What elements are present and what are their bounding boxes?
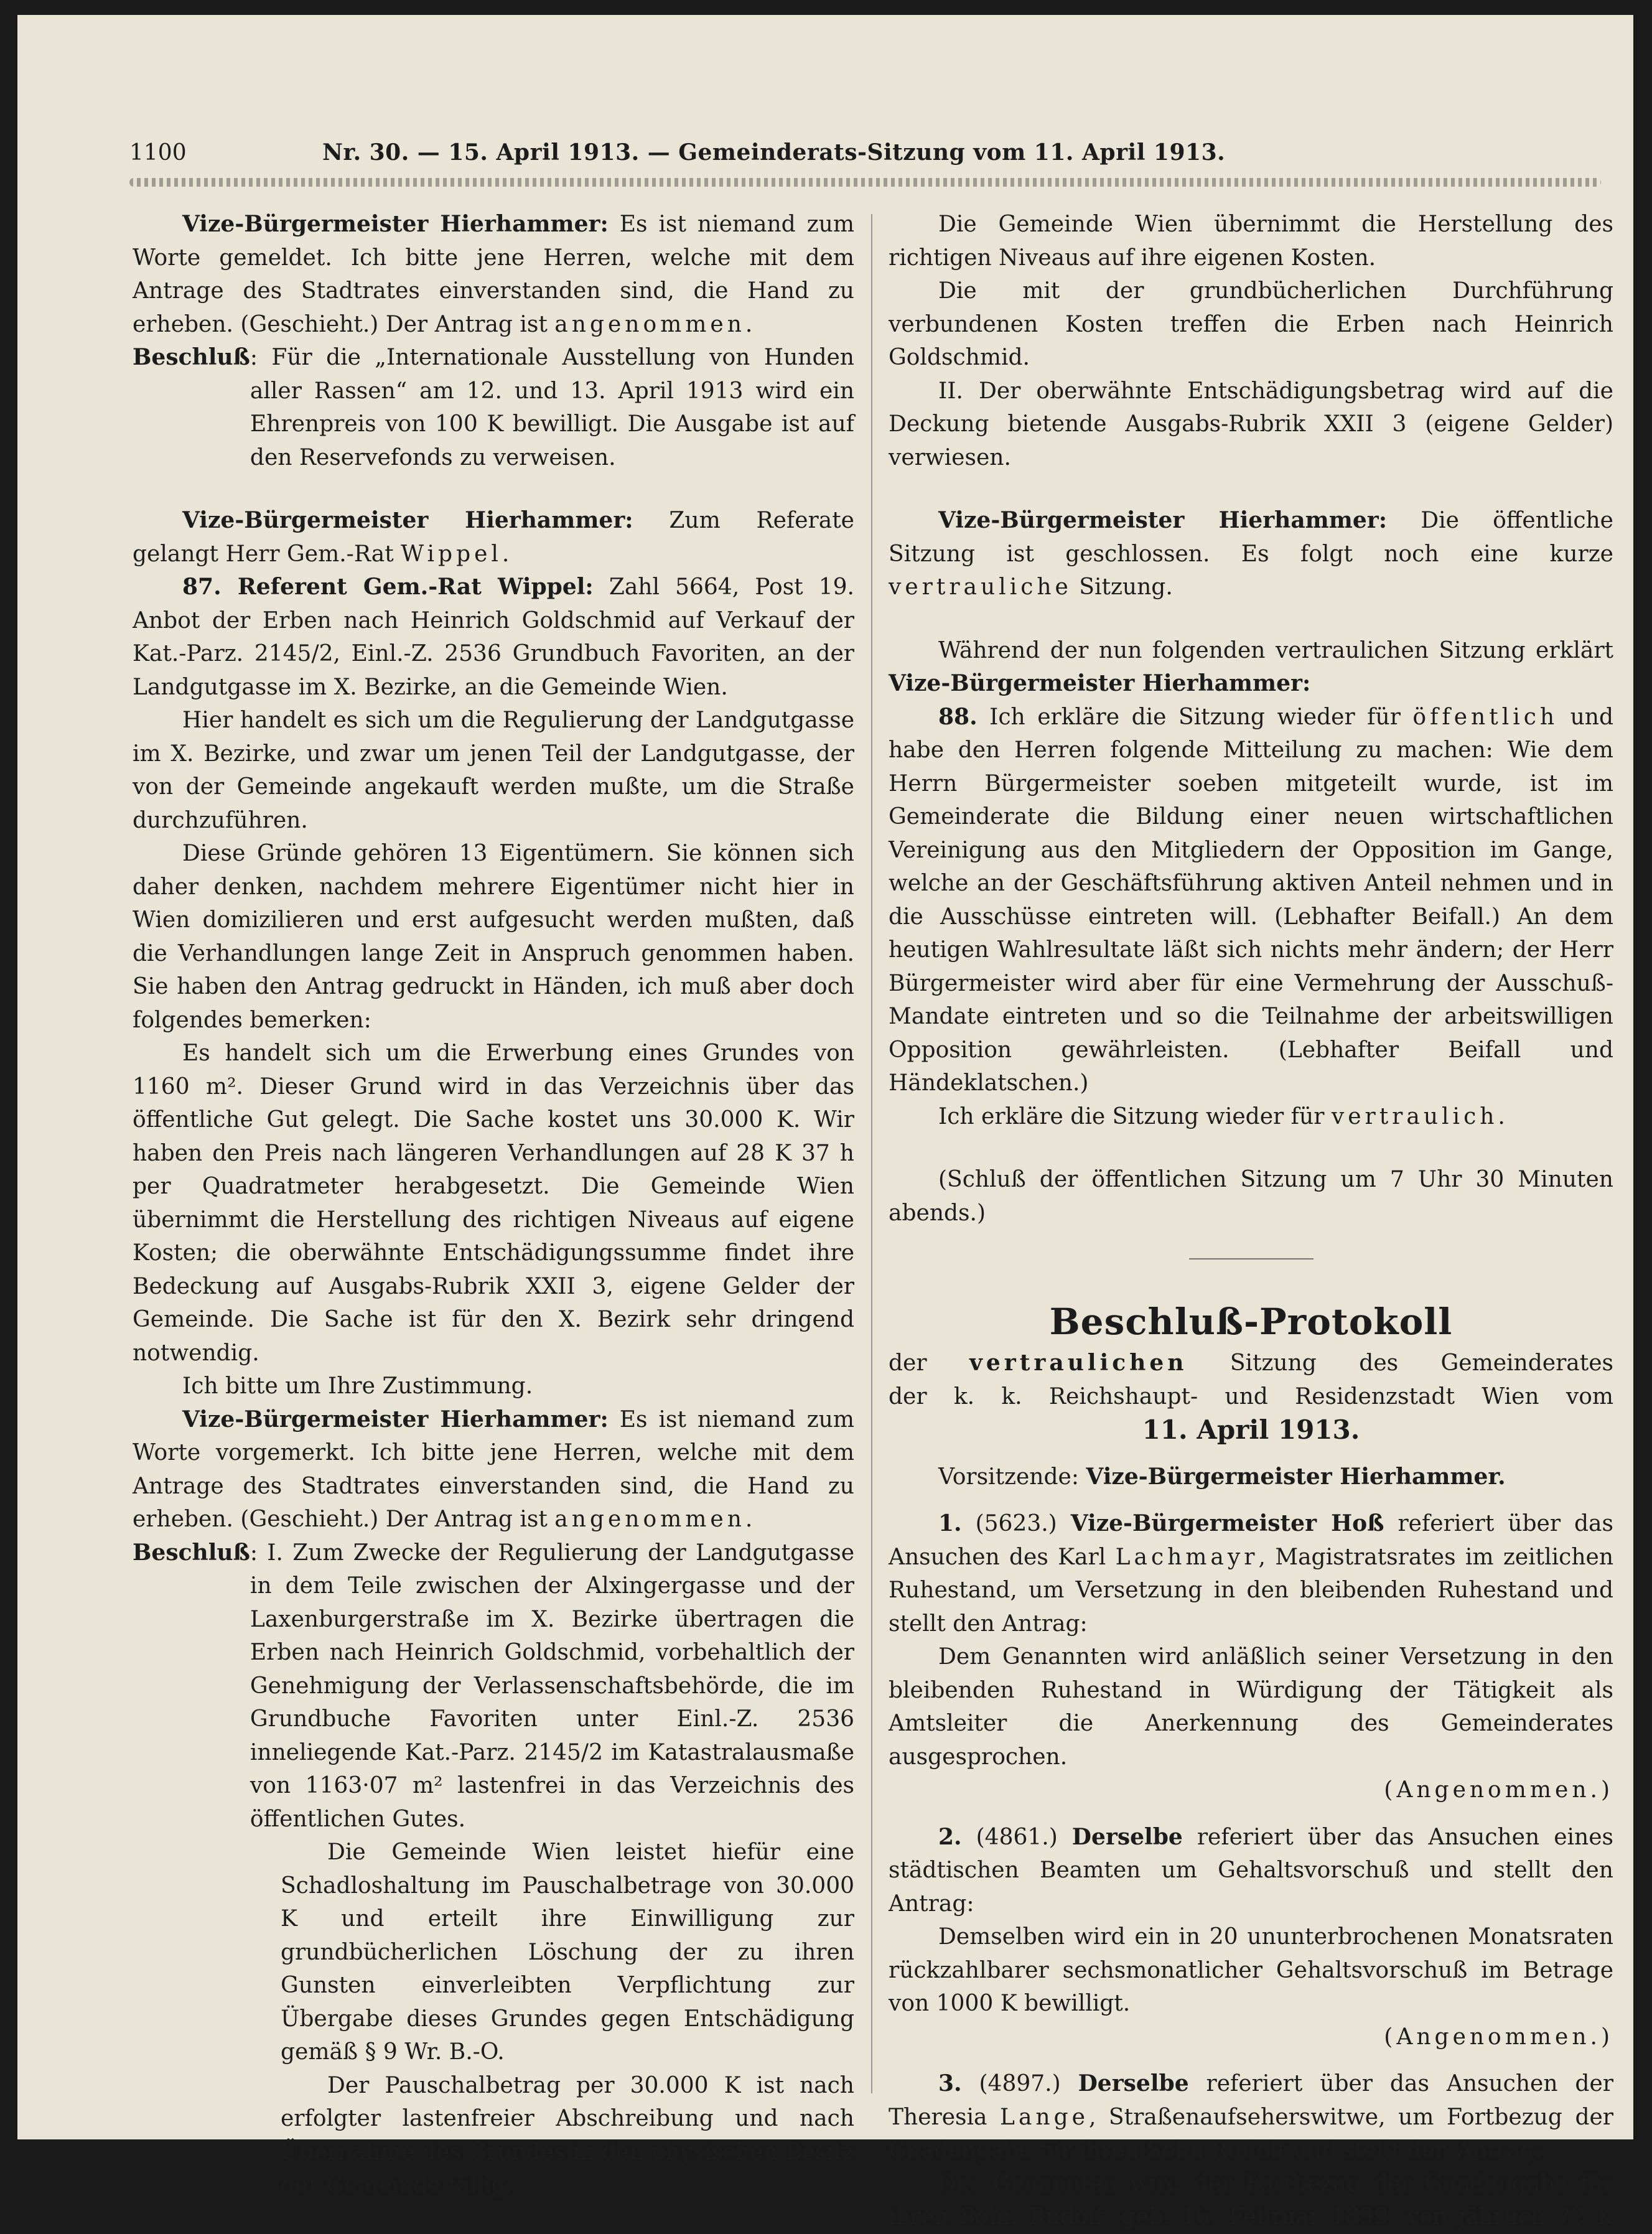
- resolution-text: : I. Zum Zwecke der Regulierung der Landgutgasse in dem Teile zwischen der Alxingergasse und der Laxenburgerstraße im X. Bezirke übertragen die Erben nach Heinrich Goldschmid, vorbehaltlich der Genehmigung der Verlassenschaftsbehörde, die im Grundbuche Favoriten unter Einl.-Z. 2536 inneliegende Kat.-Parz. 2145/2 im Katastralausmaße von 1163·07 m² lastenfrei in das Verzeichnis des öffentlichen Gutes.: [250, 1540, 854, 1832]
- resolution-text: : Für die „Internationale Ausstellung von Hunden aller Rassen“ am 12. und 13. April 1913 wird ein Ehrenpreis von 100 K bewilligt. Die Ausgabe ist auf den Reservefonds zu verweisen.: [250, 345, 854, 470]
- speaker-name: Vize-Bürgermeister Hierhammer:: [938, 507, 1388, 533]
- column-divider: [871, 214, 872, 2093]
- page-header: [129, 139, 1324, 166]
- resolution-paragraph: Der Pauschalbetrag per 30.000 K ist nach erfolgter lastenfreier Abschreibung und nach Übernahme des Grundes in den physischen Besitz der Gemeinde fällig.: [281, 2072, 854, 2198]
- paragraph: Ich erkläre die Sitzung wieder für vertraulich.: [938, 1103, 1509, 1129]
- paragraph: Diese Gründe gehören 13 Eigentümern. Sie können sich daher denken, nachdem mehrere Eigentümer nicht hier in Wien domizilieren und erst aufgesucht werden mußten, daß die Verhandlungen lange Zeit in Anspruch genommen haben. Sie haben den Antrag gedruckt in Händen, ich muß aber doch folgendes bemerken:: [133, 841, 854, 1033]
- paragraph: Hier handelt es sich um die Regulierung der Landgutgasse im X. Bezirke, und zwar um jenen Teil der Landgutgasse, der von der Gemeinde angekauft werden mußte, um die Straße durchzuführen.: [133, 708, 854, 833]
- resolution-label: Beschluß: [133, 344, 250, 370]
- newspaper-page: [17, 15, 1633, 2230]
- right-column: [889, 208, 1613, 2234]
- header-wavy-rule: [129, 178, 1601, 187]
- protocol-decision: Demselben wird ein in 20 ununterbrochenen Monatsraten rückzahlbarer sechsmonatlicher Gehaltsvorschuß im Betrage von 1000 K bewilligt.: [889, 1924, 1613, 2016]
- paragraph: Ich bitte um Ihre Zustimmung.: [182, 1373, 533, 1399]
- protocol-title: Beschluß-Protokoll: [1049, 1301, 1453, 1343]
- paragraph-speech-3: Vize-Bürgermeister Hierhammer: Es ist niemand zum Worte vorgemerkt. Ich bitte jene Herren, welche mit dem Antrage des Stadtrates einverstanden sind, die Hand zu erheben. (Geschieht.) Der Antrag ist angenommen.: [133, 1406, 854, 1532]
- page-header-title: Nr. 30. — 15. April 1913. — Gemeinderats-Sitzung vom 11. April 1913.: [322, 139, 1226, 166]
- protocol-subtitle: der vertraulichen Sitzung des Gemeinderates: [889, 1350, 1613, 1376]
- speaker-name: Vize-Bürgermeister Hierhammer:: [182, 1406, 609, 1432]
- protocol-decision: Der Genannten wird der Fortbezug der Gnadengabe für ihren Sohn Rudolf, geb. 16. Februar 1899, von jährlich 72 K: [889, 2171, 1613, 2230]
- page-number: 1100: [129, 140, 187, 166]
- paragraph: Die mit der grundbücherlichen Durchführung verbundenen Kosten treffen die Erben nach Heinrich Goldschmid.: [889, 278, 1613, 370]
- protocol-result: (Angenommen.): [1384, 2024, 1613, 2050]
- chair-line: Vorsitzende: Vize-Bürgermeister Hierhammer.: [938, 1463, 1506, 1490]
- speaker-name: Vize-Bürgermeister Hierhammer:: [182, 211, 609, 237]
- resolution-2: [133, 1536, 854, 1836]
- paragraph-speech-4: Vize-Bürgermeister Hierhammer: Die öffentliche Sitzung ist geschlossen. Es folgt noch eine kurze vertrauliche Sitzung.: [889, 507, 1613, 600]
- section-divider: [1189, 1258, 1314, 1260]
- resolution-paragraph: Die Gemeinde Wien leistet hiefür eine Schadloshaltung im Pauschalbetrage von 30.000 K und erteilt ihre Einwilligung zur grundbücherlichen Löschung der zu ihren Gunsten einverleibten Verpflichtung zur Übergabe dieses Grundes gegen Entschädigung gemäß § 9 Wr. B.-O.: [281, 1839, 854, 2065]
- left-column: [133, 208, 854, 2202]
- protocol-item-1: 1. (5623.) Vize-Bürgermeister Hoß referiert über das Ansuchen des Karl Lachmayr, Magistratsrates im zeitlichen Ruhestand, um Versetzung in den bleibenden Ruhestand und stellt den Antrag:: [889, 1510, 1613, 1637]
- speaker-line: [889, 667, 1613, 701]
- protocol-date: 11. April 1913.: [1142, 1414, 1360, 1445]
- paragraph-speech-2: Vize-Bürgermeister Hierhammer: Zum Referate gelangt Herr Gem.-Rat Wippel.: [133, 507, 854, 567]
- protocol-result: (Angenommen.): [1384, 1777, 1613, 1803]
- protocol-decision: Dem Genannten wird anläßlich seiner Versetzung in den bleibenden Ruhestand in Würdigung der Tätigkeit als Amtsleiter die Anerkennung des Gemeinderates ausgesprochen.: [889, 1644, 1613, 1770]
- protocol-item-3: 3. (4897.) Derselbe referiert über das Ansuchen der Theresia Lange, Straßenaufseherswitwe, um Fortbezug der Gnadengabe für ihren Sohn Rudolf und stellt den Antrag:: [889, 2070, 1613, 2163]
- paragraph-speech-1: Vize-Bürgermeister Hierhammer: Es ist niemand zum Worte gemeldet. Ich bitte jene Herren, welche mit dem Antrage des Stadtrates einverstanden sind, die Hand zu erheben. (Geschieht.) Der Antrag ist angenommen.: [133, 211, 854, 337]
- paragraph: II. Der oberwähnte Entschädigungsbetrag wird auf die Deckung bietende Ausgabs-Rubrik XXII 3 (eigene Gelder) verwiesen.: [889, 378, 1613, 470]
- speaker-name: Vize-Bürgermeister Hierhammer:: [182, 507, 633, 533]
- resolution-1: [133, 341, 854, 474]
- paragraph-item-87: 87. Referent Gem.-Rat Wippel: Zahl 5664, Post 19. Anbot der Erben nach Heinrich Goldschmid auf Verkauf der Kat.-Parz. 2145/2, Einl.-Z. 2536 Grundbuch Favoriten, an der Landgutgasse im X. Bezirke, an die Gemeinde Wien.: [133, 574, 855, 700]
- paragraph: Während der nun folgenden vertraulichen Sitzung erklärt: [938, 637, 1613, 663]
- paragraph-item-88: 88. Ich erkläre die Sitzung wieder für öffentlich und habe den Herren folgende Mitteilung zu machen: Wie dem Herrn Bürgermeister soeben mitgeteilt wurde, ist im Gemeinderate die Bildung einer neuen wirtschaftlichen Vereinigung aus den Mitgliedern der Opposition im Gange, welche an der Geschäftsführung aktiven Anteil nehmen und in die Ausschüsse eintreten will. (Lebhafter Beifall.) An dem heutigen Wahlresultate läßt sich nichts mehr ändern; der Herr Bürgermeister wird aber für eine Vermehrung der Ausschuß-Mandate eintreten und so die Teilnahme der arbeitswilligen Opposition gewährleisten. (Lebhafter Beifall und Händeklatschen.): [889, 703, 1614, 1096]
- paragraph: Es handelt sich um die Erwerbung eines Grundes von 1160 m². Dieser Grund wird in das Verzeichnis über das öffentliche Gut gelegt. Die Sache kostet uns 30.000 K. Wir haben den Preis nach längeren Verhandlungen auf 28 K 37 h per Quadratmeter herabgesetzt. Die Gemeinde Wien übernimmt die Herstellung des richtigen Niveaus auf eigene Kosten; die oberwähnte Entschädigungssumme findet ihre Bedeckung auf Ausgabs-Rubrik XXII 3, eigene Gelder der Gemeinde. Die Sache ist für den X. Bezirk sehr dringend notwendig.: [133, 1040, 854, 1366]
- resolution-label: Beschluß: [133, 1539, 250, 1566]
- paragraph: Die Gemeinde Wien übernimmt die Herstellung des richtigen Niveaus auf ihre eigenen Kosten.: [889, 212, 1613, 271]
- speaker-name: Vize-Bürgermeister Hierhammer:: [889, 670, 1311, 696]
- paragraph-closing-note: (Schluß der öffentlichen Sitzung um 7 Uhr 30 Minuten abends.): [889, 1167, 1613, 1226]
- protocol-item-2: 2. (4861.) Derselbe referiert über das Ansuchen eines städtischen Beamten um Gehaltsvorschuß und stellt den Antrag:: [889, 1823, 1613, 1917]
- protocol-subtitle: der k. k. Reichshaupt- und Residenzstadt Wien vom: [889, 1383, 1613, 1409]
